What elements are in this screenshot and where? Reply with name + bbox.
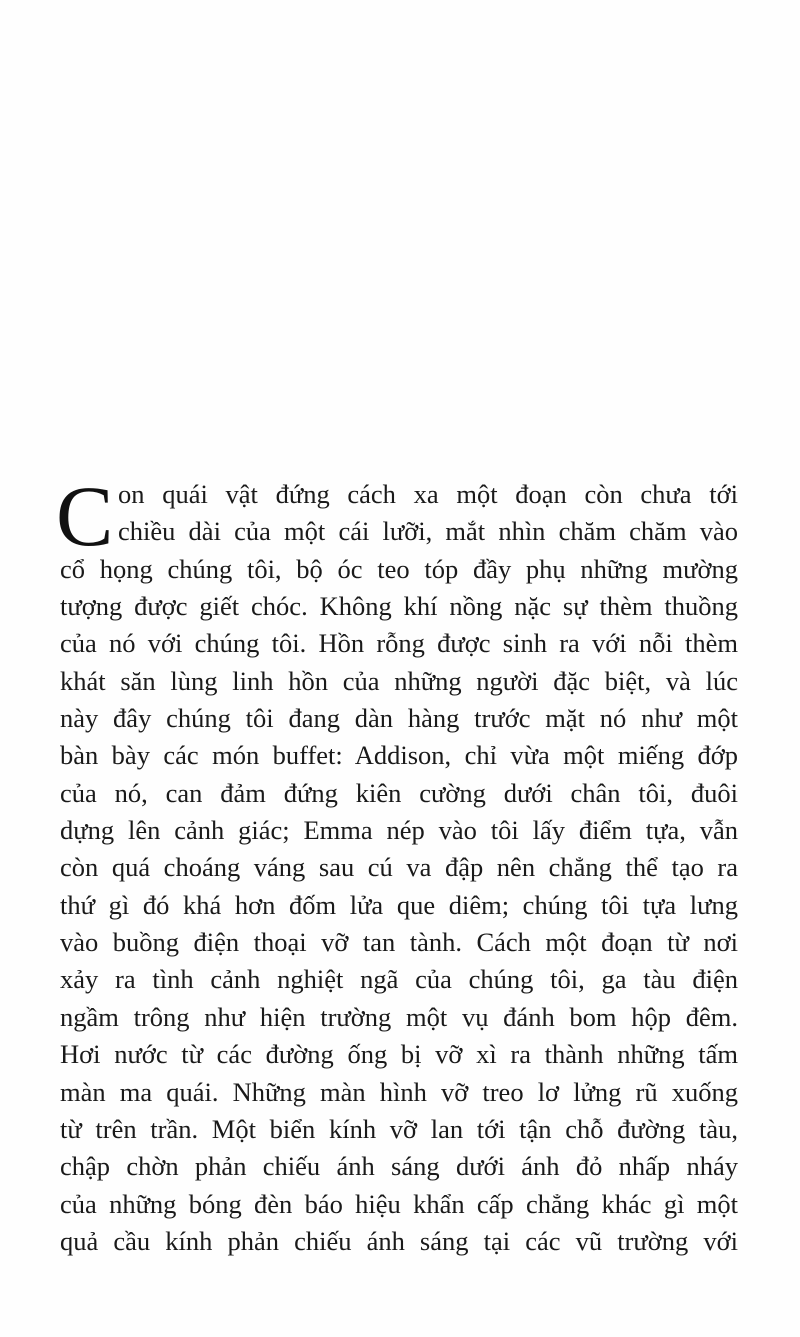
text-line: này đây chúng tôi đang dàn hàng trước mặt nó như một — [60, 703, 738, 734]
drop-cap: C — [56, 468, 114, 564]
text-line: bàn bày các món buffet: Addison, chỉ vừa một miếng đớp — [60, 740, 738, 771]
text-line: khát săn lùng linh hồn của những người đặc biệt, và lúc — [60, 665, 738, 696]
text-line: của những bóng đèn báo hiệu khẩn cấp chẳng khác gì một — [60, 1188, 738, 1219]
text-line: còn quá choáng váng sau cú va đập nên chẳng thể tạo ra — [60, 852, 738, 883]
text-line: ngầm trông như hiện trường một vụ đánh bom hộp đêm. — [60, 1001, 738, 1032]
text-line: xảy ra tình cảnh nghiệt ngã của chúng tôi, ga tàu điện — [60, 964, 738, 995]
text-line: vào buồng điện thoại vỡ tan tành. Cách một đoạn từ nơi — [60, 927, 738, 958]
text-line: quả cầu kính phản chiếu ánh sáng tại các vũ trường với — [60, 1225, 738, 1256]
text-line: màn ma quái. Những màn hình vỡ treo lơ lửng rũ xuống — [60, 1076, 738, 1107]
body-paragraph — [56, 468, 738, 1260]
text-line: chập chờn phản chiếu ánh sáng dưới ánh đỏ nhấp nháy — [60, 1151, 738, 1182]
text-line: thứ gì đó khá hơn đốm lửa que diêm; chúng tôi tựa lưng — [60, 889, 738, 920]
text-line: Hơi nước từ các đường ống bị vỡ xì ra thành những tấm — [60, 1039, 738, 1070]
text-line: của nó với chúng tôi. Hồn rỗng được sinh ra với nỗi thèm — [60, 628, 738, 659]
text-line: từ trên trần. Một biển kính vỡ lan tới tận chỗ đường tàu, — [60, 1113, 738, 1144]
text-line: tượng được giết chóc. Không khí nồng nặc sự thèm thuồng — [60, 591, 738, 622]
text-line: của nó, can đảm đứng kiên cường dưới chân tôi, đuôi — [60, 777, 738, 808]
text-line: on quái vật đứng cách xa một đoạn còn chưa tới — [118, 479, 738, 509]
text-line: chiều dài của một cái lưỡi, mắt nhìn chăm chăm vào — [118, 516, 738, 547]
text-line: dựng lên cảnh giác; Emma nép vào tôi lấy điểm tựa, vẫn — [60, 815, 738, 846]
text-line: cổ họng chúng tôi, bộ óc teo tóp đầy phụ những mường — [60, 553, 738, 584]
